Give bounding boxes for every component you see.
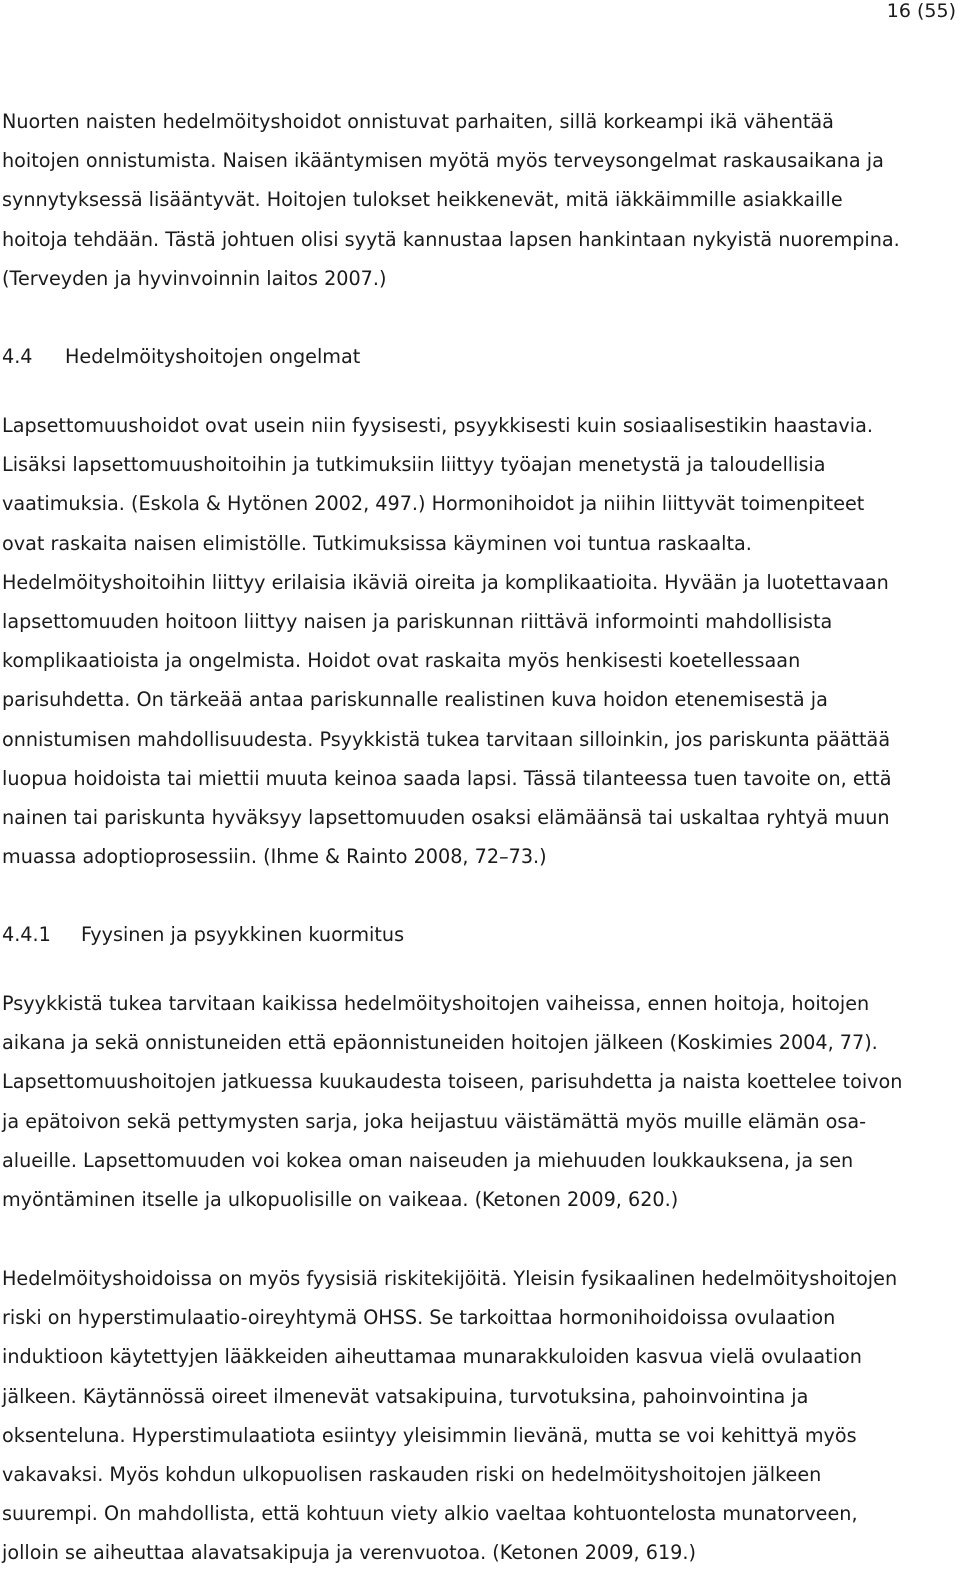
text-line: luopua hoidoista tai miettii muuta keinoa saada lapsi. Tässä tilanteessa tuen tavoite on, että (2, 766, 892, 790)
text-line: alueille. Lapsettomuuden voi kokea oman naiseuden ja miehuuden loukkauksena, ja sen (2, 1148, 854, 1172)
text-line: Lapsettomuushoidot ovat usein niin fyysisesti, psyykkisesti kuin sosiaalisestikin haastavia. (2, 414, 873, 437)
section-heading (2, 345, 360, 369)
paragraph-treatment-problems (2, 406, 957, 876)
text-line: ja epätoivon sekä pettymysten sarja, joka heijastuu väistämättä myös muille elämän osa- (2, 1109, 867, 1133)
text-line: Hedelmöityshoidoissa on myös fyysisiä riskitekijöitä. Yleisin fysikaalinen hedelmöityshoitojen (2, 1267, 898, 1290)
text-line: ovat raskaita naisen elimistölle. Tutkimuksissa käyminen voi tuntua raskaalta. (2, 531, 752, 555)
text-line: Lisäksi lapsettomuushoitoihin ja tutkimuksiin liittyy työajan menetystä ja taloudellisia (2, 453, 826, 477)
subsection-number: 4.4.1 (2, 923, 51, 946)
text-line: muassa adoptioprosessiin. (Ihme & Rainto 2008, 72–73.) (2, 845, 547, 869)
paragraph-youth-fertility (2, 102, 957, 298)
text-line: synnytyksessä lisääntyvät. Hoitojen tulokset heikkenevät, mitä iäkkäimmille asiakkaille (2, 188, 843, 212)
text-line: hoitoja tehdään. Tästä johtuen olisi syytä kannustaa lapsen hankintaan nykyistä nuorempina. (2, 227, 900, 251)
text-line: (Terveyden ja hyvinvoinnin laitos 2007.) (2, 266, 387, 290)
text-line: Lapsettomuushoitojen jatkuessa kuukaudesta toiseen, parisuhdetta ja naista koettelee toivon (2, 1070, 903, 1094)
text-line: hoitojen onnistumista. Naisen ikääntymisen myötä myös terveysongelmat raskausaikana ja (2, 149, 884, 173)
text-line: vaatimuksia. (Eskola & Hytönen 2002, 497.) Hormonihoidot ja niihin liittyvät toimenpiteet (2, 492, 865, 516)
text-line: parisuhdetta. On tärkeää antaa pariskunnalle realistinen kuva hoidon etenemisestä ja (2, 688, 828, 712)
text-line: jälkeen. Käytännössä oireet ilmenevät vatsakipuina, turvotuksina, pahoinvointina ja (2, 1384, 809, 1408)
text-line: nainen tai pariskunta hyväksyy lapsettomuuden osaksi elämäänsä tai uskaltaa ryhtyä muun (2, 805, 890, 829)
text-line: lapsettomuuden hoitoon liittyy naisen ja pariskunnan riittävä informointi mahdollisista (2, 609, 833, 633)
section-number: 4.4 (2, 345, 33, 368)
text-line: Psyykkistä tukea tarvitaan kaikissa hedelmöityshoitojen vaiheissa, ennen hoitoja, hoitojen (2, 992, 870, 1015)
subsection-heading (2, 923, 404, 947)
text-line: induktioon käytettyjen lääkkeiden aiheuttamaa munarakkuloiden kasvua vielä ovulaation (2, 1345, 862, 1369)
text-line: Hedelmöityshoitoihin liittyy erilaisia ikäviä oireita ja komplikaatioita. Hyvään ja luotettavaan (2, 570, 889, 594)
text-line: Nuorten naisten hedelmöityshoidot onnistuvat parhaiten, sillä korkeampi ikä vähentää (2, 110, 834, 133)
text-line: riski on hyperstimulaatio-oireyhtymä OHSS. Se tarkoittaa hormonihoidoissa ovulaation (2, 1306, 836, 1330)
subsection-title: Fyysinen ja psyykkinen kuormitus (81, 923, 405, 946)
section-title: Hedelmöityshoitojen ongelmat (65, 345, 361, 368)
text-line: aikana ja sekä onnistuneiden että epäonnistuneiden hoitojen jälkeen (Koskimies 2004, 77). (2, 1031, 878, 1055)
text-line: myöntäminen itselle ja ulkopuolisille on vaikeaa. (Ketonen 2009, 620.) (2, 1187, 679, 1211)
text-line: suurempi. On mahdollista, että kohtuun viety alkio vaeltaa kohtuontelosta munatorveen, (2, 1502, 858, 1526)
text-line: komplikaatioista ja ongelmista. Hoidot ovat raskaita myös henkisesti koetellessaan (2, 649, 801, 673)
text-line: onnistumisen mahdollisuudesta. Psyykkistä tukea tarvitaan silloinkin, jos pariskunta päättää (2, 727, 891, 751)
text-line: jolloin se aiheuttaa alavatsakipuja ja verenvuotoa. (Ketonen 2009, 619.) (2, 1541, 696, 1565)
text-line: vakavaksi. Myös kohdun ulkopuolisen raskauden riski on hedelmöityshoitojen jälkeen (2, 1462, 822, 1486)
paragraph-psychological-support (2, 984, 957, 1219)
paragraph-physical-risks (2, 1259, 957, 1573)
text-line: oksenteluna. Hyperstimulaatiota esiintyy yleisimmin lievänä, mutta se voi kehittyä myös (2, 1423, 857, 1447)
page-number: 16 (55) (886, 0, 956, 22)
